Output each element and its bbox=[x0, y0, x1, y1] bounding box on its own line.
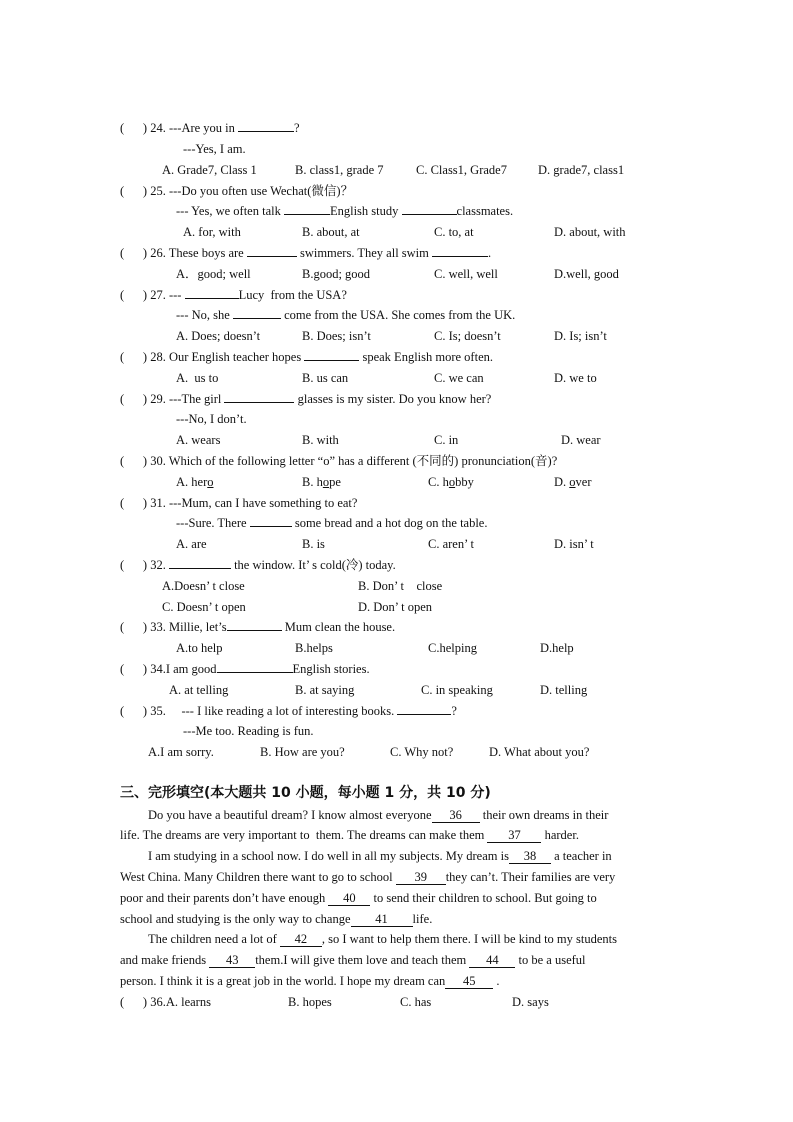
section-heading: 三、完形填空(本大题共 10 小题，每小题 1 分，共 10 分) bbox=[120, 785, 491, 801]
text: A. her bbox=[176, 475, 208, 489]
question-35 bbox=[120, 703, 457, 719]
blank-41[interactable]: 41 bbox=[351, 912, 413, 927]
text: pe bbox=[329, 475, 341, 489]
question-29-reply: ---No, I don’t. bbox=[176, 412, 247, 426]
question-text-end: ? bbox=[294, 121, 300, 135]
option-d[interactable]: D.help bbox=[540, 641, 574, 655]
question-34 bbox=[120, 661, 370, 677]
blank-39[interactable]: 39 bbox=[396, 870, 446, 885]
blank[interactable] bbox=[397, 714, 451, 715]
option-c[interactable]: C. well, well bbox=[434, 267, 498, 281]
answer-paren[interactable]: ( ) bbox=[120, 662, 148, 676]
option-b[interactable]: B. with bbox=[302, 433, 339, 447]
text: and make friends bbox=[120, 953, 207, 967]
blank-38[interactable]: 38 bbox=[509, 849, 551, 864]
question-27-line2 bbox=[176, 307, 515, 323]
option-a[interactable]: A. Grade7, Class 1 bbox=[162, 163, 257, 177]
text: ver bbox=[575, 475, 592, 489]
option-b[interactable]: B. How are you? bbox=[260, 745, 345, 759]
text: to send their children to school. But going to bbox=[373, 891, 597, 905]
text: a teacher in bbox=[554, 849, 612, 863]
passage-line bbox=[120, 973, 500, 989]
text: . bbox=[488, 246, 492, 260]
passage-line bbox=[120, 827, 579, 843]
option-b[interactable]: B. Does; isn’t bbox=[302, 329, 371, 343]
option-a[interactable]: A.Doesn’ t close bbox=[162, 579, 245, 593]
text: --- Yes, we often talk bbox=[176, 204, 281, 218]
text: life. bbox=[412, 912, 433, 926]
text: --- No, she bbox=[176, 308, 230, 322]
text: I am studying in a school now. I do well in all my subjects. My dream is bbox=[148, 849, 509, 863]
text: them.I will give them love and teach them bbox=[255, 953, 467, 967]
answer-paren[interactable]: ( ) bbox=[120, 246, 148, 260]
option-a[interactable]: A. us to bbox=[176, 371, 219, 385]
option-a[interactable]: A.I am sorry. bbox=[148, 745, 214, 759]
option-b[interactable]: B. at saying bbox=[295, 683, 355, 697]
answer-paren[interactable]: ( ) bbox=[120, 558, 148, 572]
answer-paren[interactable]: ( ) bbox=[120, 288, 148, 302]
text: English study bbox=[329, 204, 399, 218]
text: 31. ---Mum, can I have something to eat? bbox=[150, 496, 358, 510]
blank-45[interactable]: 45 bbox=[445, 974, 493, 989]
question-24-reply: ---Yes, I am. bbox=[183, 142, 246, 156]
answer-paren[interactable]: ( ) bbox=[120, 995, 148, 1009]
option-d[interactable]: D. we to bbox=[554, 371, 597, 385]
option-b[interactable]: B. is bbox=[302, 537, 325, 551]
passage-line bbox=[148, 931, 617, 947]
option-a[interactable]: A. for, with bbox=[183, 225, 241, 239]
text: English stories. bbox=[292, 662, 370, 676]
option-b[interactable]: B. us can bbox=[302, 371, 349, 385]
answer-paren[interactable]: ( ) bbox=[120, 392, 148, 406]
answer-paren[interactable]: ( ) bbox=[120, 704, 148, 718]
passage-line bbox=[120, 869, 615, 885]
blank-44[interactable]: 44 bbox=[469, 953, 515, 968]
text: 32. bbox=[150, 558, 166, 572]
option-c[interactable]: C. in speaking bbox=[421, 683, 493, 697]
text: poor and their parents don’t have enough bbox=[120, 891, 326, 905]
option-a[interactable] bbox=[176, 474, 214, 490]
blank[interactable] bbox=[224, 402, 294, 403]
option-c[interactable]: C. we can bbox=[434, 371, 484, 385]
option-d[interactable]: D. says bbox=[512, 995, 549, 1009]
answer-paren[interactable]: ( ) bbox=[120, 496, 148, 510]
question-text: 24. ---Are you in bbox=[150, 121, 235, 135]
question-29 bbox=[120, 391, 491, 407]
underlined-letter: o bbox=[322, 475, 330, 489]
option-c[interactable]: C. has bbox=[400, 995, 432, 1009]
option-b[interactable] bbox=[302, 474, 341, 490]
text: Lucy from the USA? bbox=[238, 288, 347, 302]
question-26 bbox=[120, 245, 491, 261]
question-25-line2 bbox=[176, 203, 513, 219]
text: D. bbox=[554, 475, 570, 489]
option-a[interactable]: A. at telling bbox=[169, 683, 229, 697]
option-c[interactable]: C.helping bbox=[428, 641, 477, 655]
option-c[interactable]: C. Class1, Grade7 bbox=[416, 163, 507, 177]
blank[interactable] bbox=[250, 526, 292, 527]
option-d[interactable]: D. wear bbox=[561, 433, 601, 447]
option-b[interactable]: B. hopes bbox=[288, 995, 332, 1009]
question-31 bbox=[120, 495, 357, 511]
option-a[interactable]: 36.A. learns bbox=[150, 995, 211, 1009]
question-28 bbox=[120, 349, 493, 365]
question-text: 25. ---Do you often use Wechat(微信)？ bbox=[150, 184, 354, 198]
blank[interactable] bbox=[233, 318, 281, 319]
answer-paren[interactable]: ( ) bbox=[120, 350, 148, 364]
text: they can’t. Their families are very bbox=[445, 870, 616, 884]
text: school and studying is the only way to change bbox=[120, 912, 351, 926]
blank[interactable] bbox=[185, 298, 239, 299]
question-24 bbox=[120, 120, 300, 136]
option-d[interactable]: D. grade7, class1 bbox=[538, 163, 625, 177]
option-b[interactable]: B.helps bbox=[295, 641, 333, 655]
text: 28. Our English teacher hopes bbox=[150, 350, 302, 364]
option-a[interactable]: A. are bbox=[176, 537, 207, 551]
option-c[interactable]: C. Is; doesn’t bbox=[434, 329, 501, 343]
option-a[interactable]: A.to help bbox=[176, 641, 223, 655]
text: West China. Many Children there want to go to school bbox=[120, 870, 393, 884]
underlined-letter: o bbox=[569, 475, 576, 489]
blank[interactable] bbox=[402, 214, 457, 215]
text: 29. ---The girl bbox=[150, 392, 222, 406]
option-b[interactable]: B. about, at bbox=[302, 225, 360, 239]
option-b[interactable]: B.good; good bbox=[302, 267, 371, 281]
blank-40[interactable]: 40 bbox=[328, 891, 370, 906]
text: glasses is my sister. Do you know her? bbox=[297, 392, 492, 406]
text: come from the USA. She comes from the UK. bbox=[284, 308, 516, 322]
text: ? bbox=[451, 704, 457, 718]
question-36 bbox=[120, 994, 211, 1010]
option-d[interactable]: D. telling bbox=[540, 683, 588, 697]
answer-paren[interactable]: ( ) bbox=[120, 184, 148, 198]
text: to be a useful bbox=[518, 953, 586, 967]
question-31-line2 bbox=[176, 515, 487, 531]
option-a[interactable]: A. Does; doesn’t bbox=[176, 329, 261, 343]
option-d[interactable]: D. Don’ t open bbox=[358, 600, 433, 614]
text: person. I think it is a great job in the world. I hope my dream can bbox=[120, 974, 446, 988]
answer-paren[interactable]: ( ) bbox=[120, 121, 148, 135]
passage-line bbox=[148, 807, 608, 823]
text: . bbox=[496, 974, 500, 988]
option-a[interactable]: A. wears bbox=[176, 433, 221, 447]
text: B. h bbox=[302, 475, 323, 489]
text: C. h bbox=[428, 475, 449, 489]
blank[interactable] bbox=[284, 214, 330, 215]
blank-37[interactable]: 37 bbox=[487, 828, 541, 843]
option-b[interactable]: B. class1, grade 7 bbox=[295, 163, 384, 177]
blank-43[interactable]: 43 bbox=[209, 953, 255, 968]
question-35-reply: ---Me too. Reading is fun. bbox=[183, 724, 314, 738]
text: the window. It’ s cold(冷) today. bbox=[234, 558, 396, 572]
option-a[interactable]: A．good; well bbox=[176, 267, 251, 281]
text: harder. bbox=[544, 828, 579, 842]
option-c[interactable]: C. Why not? bbox=[390, 745, 454, 759]
option-c[interactable]: C. to, at bbox=[434, 225, 474, 239]
option-d[interactable]: D. about, with bbox=[554, 225, 626, 239]
blank[interactable] bbox=[304, 360, 359, 361]
text: Do you have a beautiful dream? I know almost everyone bbox=[148, 808, 432, 822]
passage-line bbox=[120, 952, 586, 968]
question-33 bbox=[120, 619, 395, 635]
text: some bread and a hot dog on the table. bbox=[294, 516, 488, 530]
answer-paren[interactable]: ( ) bbox=[120, 620, 148, 634]
text: ---Sure. There bbox=[176, 516, 247, 530]
blank-42[interactable]: 42 bbox=[280, 932, 322, 947]
text: 30. Which of the following letter “o” has a different (不同的) pronunciation(音)? bbox=[150, 454, 558, 468]
option-c[interactable]: C. in bbox=[434, 433, 459, 447]
option-d[interactable]: D. What about you? bbox=[489, 745, 590, 759]
text: classmates. bbox=[456, 204, 514, 218]
underlined-letter: o bbox=[448, 475, 456, 489]
option-c[interactable] bbox=[428, 474, 474, 490]
text: 35. --- I like reading a lot of interesting books. bbox=[150, 704, 395, 718]
blank-36[interactable]: 36 bbox=[432, 808, 480, 823]
option-c[interactable]: C. Doesn’ t open bbox=[162, 600, 246, 614]
text: , so I want to help them there. I will be kind to my students bbox=[321, 932, 617, 946]
text: 34.I am good bbox=[150, 662, 217, 676]
passage-line bbox=[120, 911, 432, 927]
blank[interactable] bbox=[217, 672, 293, 673]
text: Mum clean the house. bbox=[284, 620, 396, 634]
blank[interactable] bbox=[238, 131, 294, 132]
text: The children need a lot of bbox=[148, 932, 277, 946]
underlined-letter: o bbox=[207, 475, 214, 489]
question-32 bbox=[120, 557, 396, 573]
answer-paren[interactable]: ( ) bbox=[120, 454, 148, 468]
option-d[interactable]: D. Is; isn’t bbox=[554, 329, 607, 343]
option-d[interactable]: D.well, good bbox=[554, 267, 619, 281]
blank[interactable] bbox=[169, 568, 231, 569]
question-27 bbox=[120, 287, 347, 303]
passage-line bbox=[148, 848, 612, 864]
text: bby bbox=[455, 475, 474, 489]
passage-line bbox=[120, 890, 597, 906]
text: 26. These boys are bbox=[150, 246, 244, 260]
question-25 bbox=[120, 183, 353, 199]
blank[interactable] bbox=[432, 256, 488, 257]
option-c[interactable]: C. aren’ t bbox=[428, 537, 474, 551]
option-d[interactable]: D. isn’ t bbox=[554, 537, 594, 551]
text: speak English more often. bbox=[362, 350, 493, 364]
text: their own dreams in their bbox=[482, 808, 609, 822]
option-b[interactable]: B. Don’ t close bbox=[358, 579, 443, 593]
question-30 bbox=[120, 453, 557, 469]
blank[interactable] bbox=[227, 630, 282, 631]
text: life. The dreams are very important to them. The dreams can make them bbox=[120, 828, 485, 842]
option-d[interactable] bbox=[554, 474, 592, 490]
blank[interactable] bbox=[247, 256, 297, 257]
text: 33. Millie, let’s bbox=[150, 620, 227, 634]
text: 27. --- bbox=[150, 288, 182, 302]
text: swimmers. They all swim bbox=[299, 246, 429, 260]
